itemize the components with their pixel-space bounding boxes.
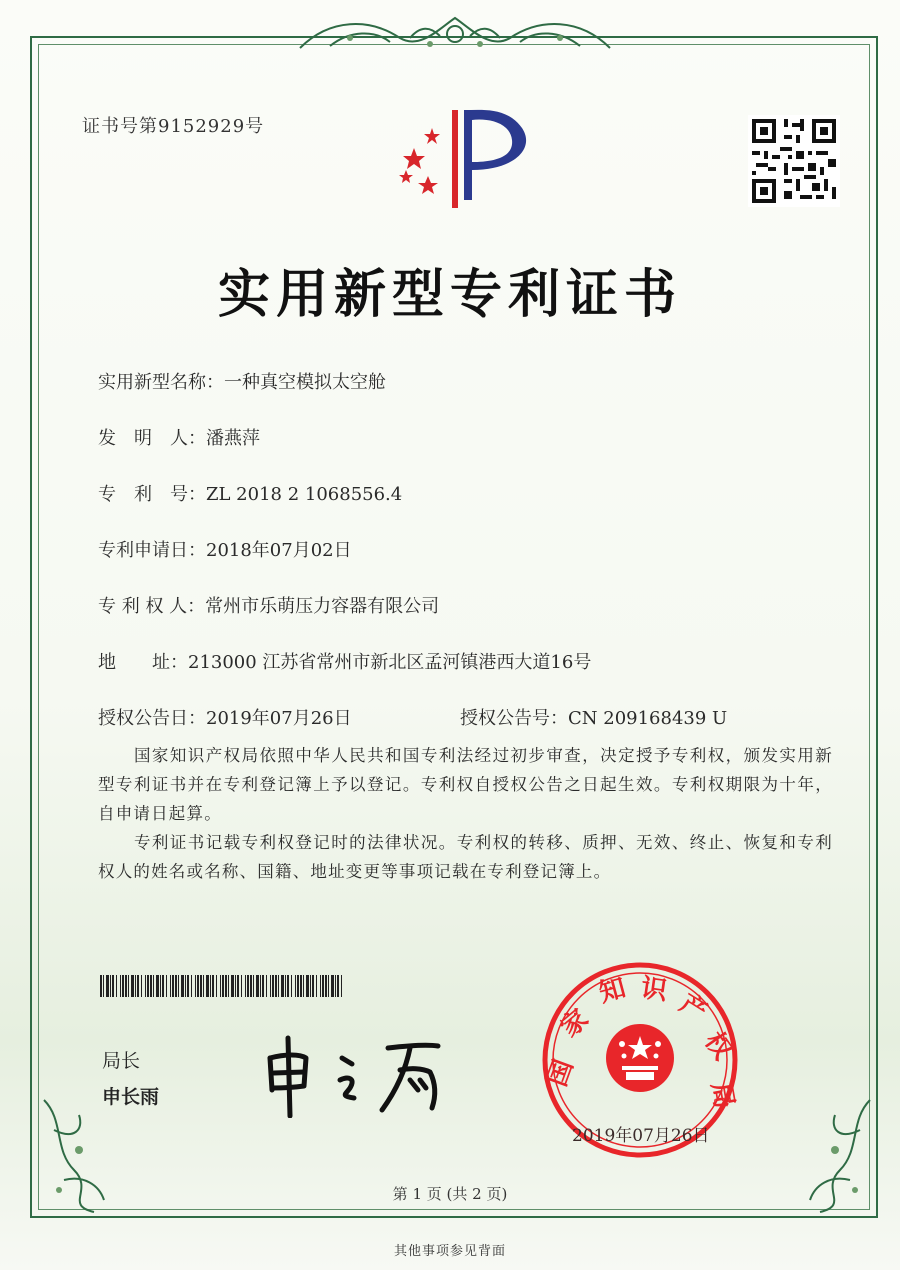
svg-text:产: 产 [674, 988, 713, 1028]
utility-model-name-label: 实用新型名称： [98, 372, 224, 393]
patentee-label: 专 利 权 人： [98, 596, 206, 617]
qr-code-icon [748, 115, 840, 207]
barcode-icon [100, 975, 345, 997]
certificate-title: 实用新型专利证书 [217, 264, 682, 325]
legal-status-paragraph: 专利证书记载专利权登记时的法律状况。专利权的转移、质押、无效、终止、恢复和专利权人的姓名或名称、国籍、地址变更等事项记载在专利登记簿上。 [98, 833, 833, 881]
grant-date-row [98, 704, 352, 730]
address-row [98, 648, 591, 674]
handwritten-signature [260, 1028, 470, 1118]
address-label: 地 址： [98, 652, 188, 673]
svg-text:权: 权 [698, 1026, 738, 1066]
grant-number-label: 授权公告号： [460, 708, 568, 729]
address-value: 213000 江苏省常州市新北区孟河镇港西大道16号 [188, 652, 592, 673]
svg-text:家: 家 [555, 1003, 595, 1044]
patentee-row [98, 592, 439, 618]
grant-date-value: 2019年07月26日 [206, 708, 352, 729]
inventor-row [98, 424, 260, 450]
seal-date: 2019年07月26日 [572, 1126, 710, 1146]
filing-date-row [98, 536, 352, 562]
patent-number-label: 专 利 号： [98, 484, 206, 505]
signatory-name: 申长雨 [102, 1086, 160, 1108]
page-indicator: 第 1 页 (共 2 页) [392, 1185, 508, 1203]
filing-date-label: 专利申请日： [98, 540, 206, 561]
patentee-value: 常州市乐萌压力容器有限公司 [205, 596, 440, 617]
top-ornament [290, 8, 620, 60]
utility-model-name-row [98, 368, 386, 394]
certificate-number: 证书号第9152929号 [82, 116, 265, 137]
patent-number-value: ZL 2018 2 1068556.4 [206, 484, 403, 505]
patent-number-row [98, 480, 402, 506]
svg-text:局: 局 [705, 1080, 740, 1111]
patent-office-logo-icon [392, 100, 542, 210]
filing-date-value: 2018年07月02日 [206, 540, 352, 561]
svg-text:识: 识 [639, 973, 669, 1007]
svg-text:国: 国 [542, 1055, 580, 1091]
utility-model-name-value: 一种真空模拟太空舱 [224, 372, 386, 393]
grant-number-row [460, 704, 727, 730]
grant-number-value: CN 209168439 U [568, 708, 728, 729]
grant-date-label: 授权公告日： [98, 708, 206, 729]
footer-note: 其他事项参见背面 [393, 1244, 506, 1259]
inventor-value: 潘燕萍 [206, 428, 260, 449]
inventor-label: 发 明 人： [98, 428, 206, 449]
signatory-role: 局长 [102, 1050, 141, 1072]
statement-paragraph: 国家知识产权局依照中华人民共和国专利法经过初步审查，决定授予专利权，颁发实用新型专利证书并在专利登记簿上予以登记。专利权自授权公告之日起生效。专利权期限为十年，自申请日起算。 [98, 746, 833, 823]
svg-text:知: 知 [596, 973, 629, 1009]
